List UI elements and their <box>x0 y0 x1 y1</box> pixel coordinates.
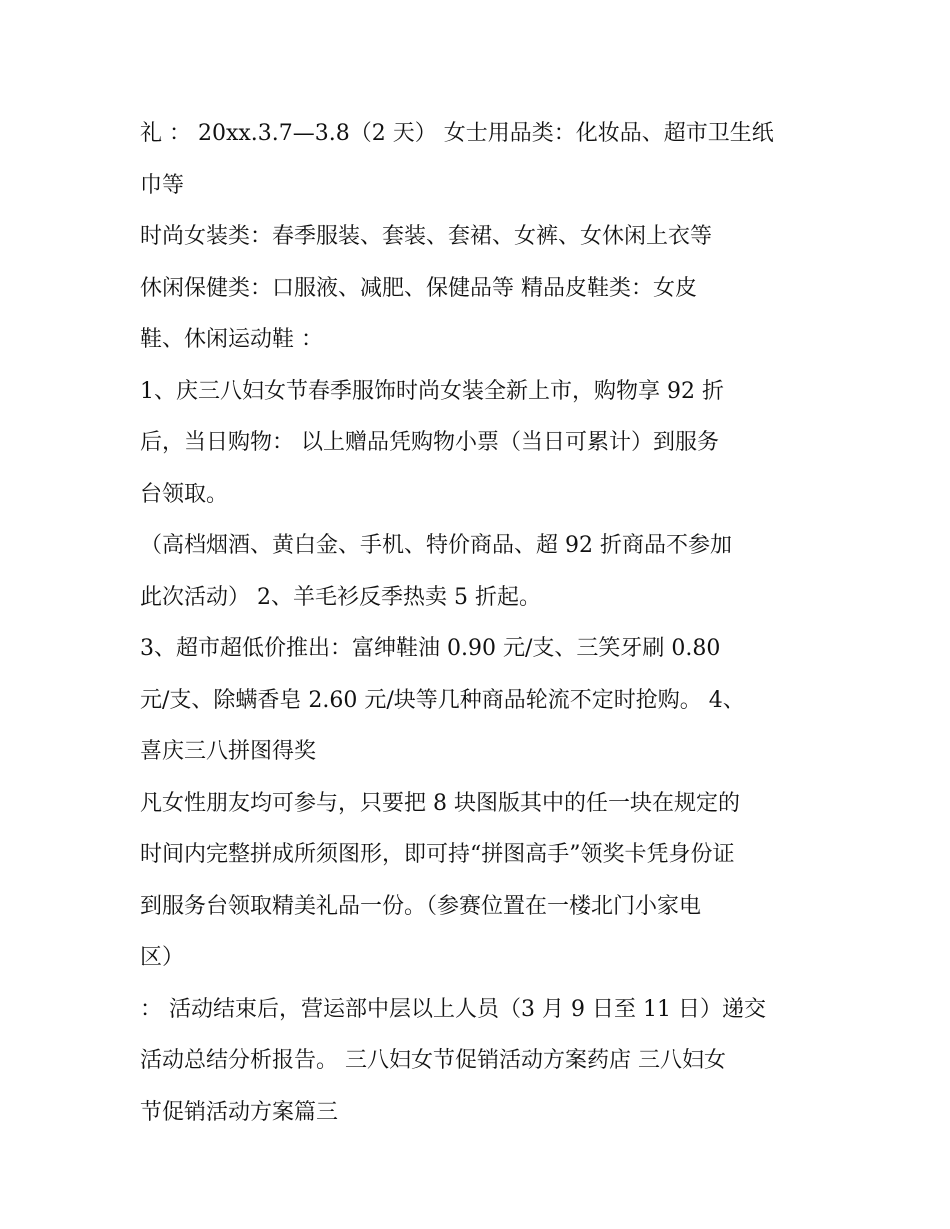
text-line: 巾等 <box>140 172 185 198</box>
text-line: 到服务台领取精美礼品一份。（参赛位置在一楼北门小家电 <box>140 893 702 919</box>
text-line: 礼 ： 20xx.3.7—3.8（2 天） 女士用品类：化妆品、超市卫生纸 <box>140 121 774 146</box>
text-line: ： 活动结束后，营运部中层以上人员（3 月 9 日至 11 日）递交 <box>140 996 766 1022</box>
text-line: 元/支、除螨香皂 2.60 元/块等几种商品轮流不定时抢购。 4、 <box>140 687 745 713</box>
text-line: 休闲保健类：口服液、减肥、保健品等 精品皮鞋类：女皮 <box>140 275 697 301</box>
text-line: 1、庆三八妇女节春季服饰时尚女装全新上市，购物享 92 折 <box>140 378 724 404</box>
text-line: 此次活动） 2、羊毛衫反季热卖 5 折起。 <box>140 584 541 610</box>
text-line: 喜庆三八拼图得奖 <box>140 739 317 764</box>
text-line: 节促销活动方案篇三 <box>140 1099 339 1125</box>
text-line: 鞋、休闲运动鞋 ： <box>140 327 323 352</box>
text-line: 活动总结分析报告。 三八妇女节促销活动方案药店 三八妇女 <box>140 1048 726 1073</box>
text-line: 时间内完整拼成所须图形，即可持“拼图高手”领奖卡凭身份证 <box>140 842 735 867</box>
text-line: 3、超市超低价推出：富绅鞋油 0.90 元/支、三笑牙刷 0.80 <box>140 636 721 661</box>
text-line: 凡女性朋友均可参与，只要把 8 块图版其中的任一块在规定的 <box>140 790 740 816</box>
text-line: （高档烟酒、黄白金、手机、特价商品、超 92 折商品不参加 <box>140 533 732 558</box>
text-line: 后，当日购物： 以上赠品凭购物小票（当日可累计）到服务 <box>140 430 719 455</box>
text-line: 区） <box>140 945 185 970</box>
document-body <box>140 108 820 1138</box>
text-line: 时尚女装类：春季服装、套装、套裙、女裤、女休闲上衣等 <box>140 224 713 249</box>
text-line: 台领取。 <box>140 481 229 507</box>
